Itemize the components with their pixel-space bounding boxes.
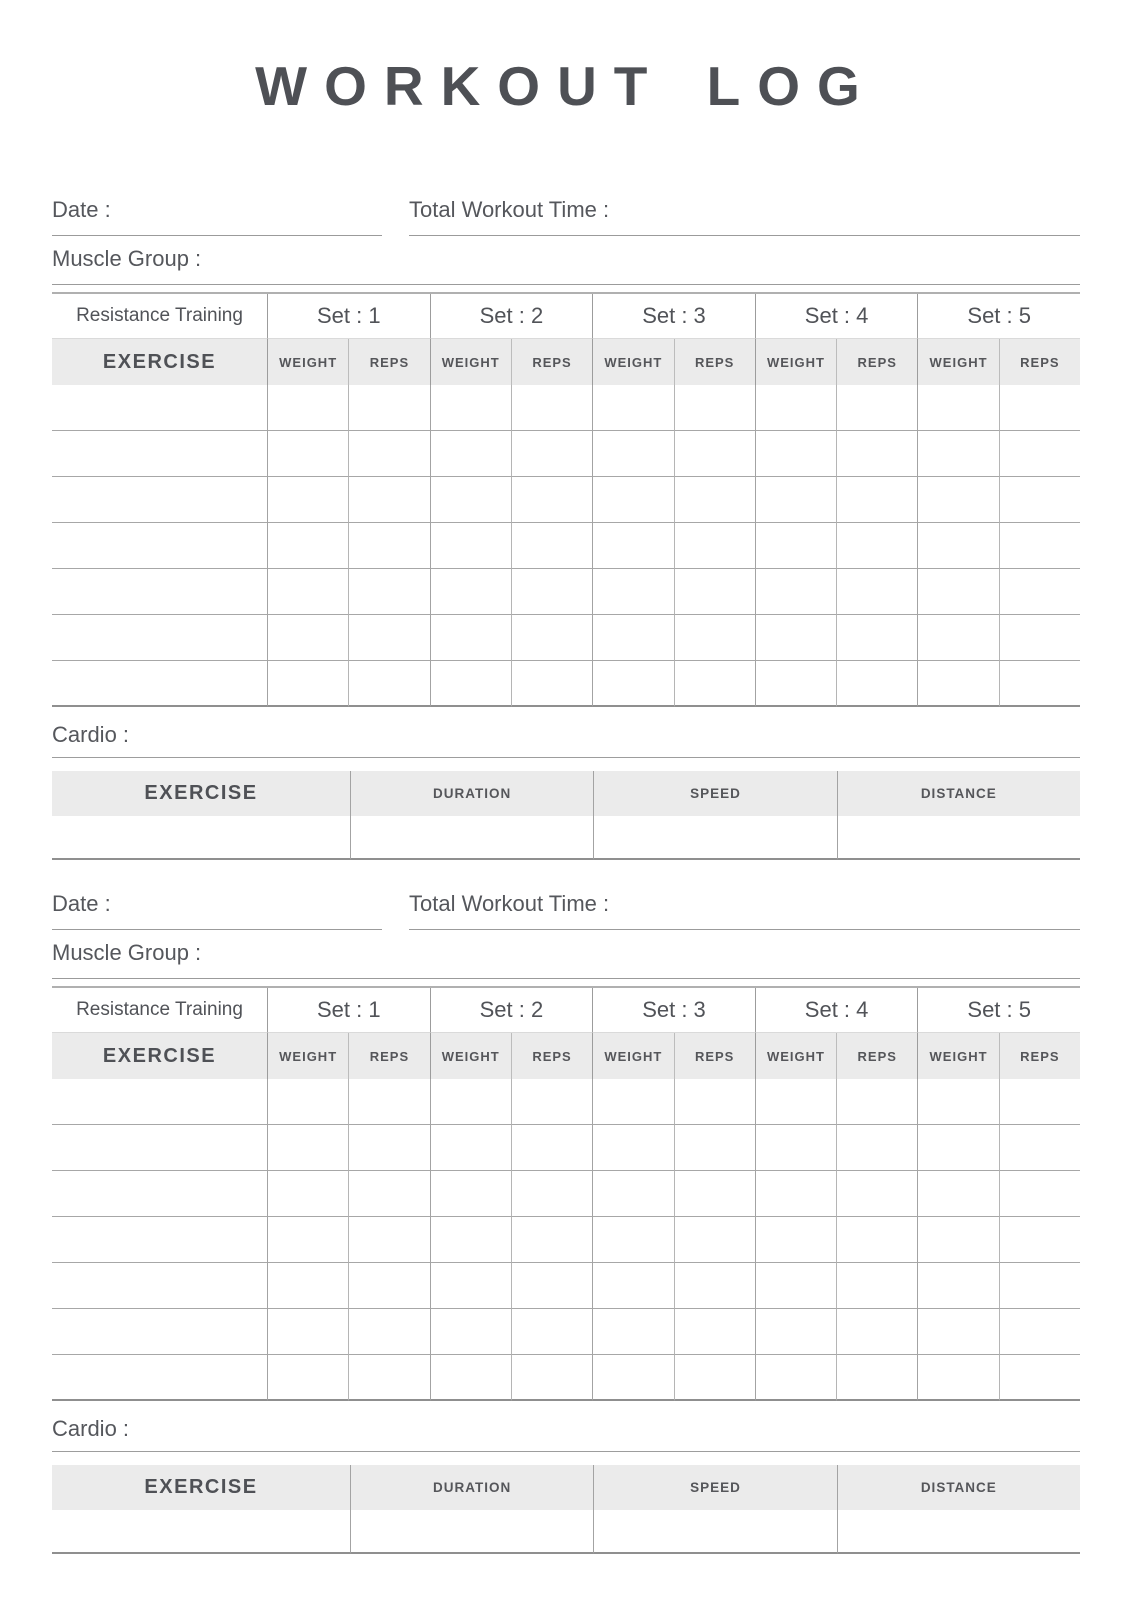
weight-cell[interactable] (592, 1079, 673, 1125)
reps-cell[interactable] (348, 431, 429, 477)
set-header-3: Set : 3 (592, 988, 755, 1033)
date-input[interactable] (119, 890, 382, 918)
exercise-cell[interactable] (52, 1171, 267, 1217)
cardio-input[interactable] (137, 1415, 1080, 1443)
weight-column-header: WEIGHT (917, 1033, 998, 1079)
weight-cell[interactable] (917, 661, 998, 707)
fields-row (52, 196, 1080, 236)
cardio-distance-cell[interactable] (837, 1510, 1080, 1554)
weight-cell[interactable] (430, 477, 511, 523)
weight-column-header: WEIGHT (267, 339, 348, 385)
weight-cell[interactable] (592, 1125, 673, 1171)
weight-cell[interactable] (430, 523, 511, 569)
cardio-speed-cell[interactable] (593, 816, 836, 860)
reps-cell[interactable] (674, 615, 755, 661)
resistance-training-label: Resistance Training (52, 294, 267, 339)
weight-cell[interactable] (267, 431, 348, 477)
exercise-column-header: EXERCISE (52, 339, 267, 385)
reps-cell[interactable] (511, 477, 592, 523)
weight-column-header: WEIGHT (917, 339, 998, 385)
weight-cell[interactable] (755, 477, 836, 523)
exercise-cell[interactable] (52, 385, 267, 431)
weight-cell[interactable] (592, 523, 673, 569)
muscle-group-field-label: Muscle Group : (52, 940, 202, 965)
reps-column-header: REPS (348, 339, 429, 385)
muscle-group-input[interactable] (209, 939, 1080, 967)
reps-cell[interactable] (836, 385, 917, 431)
weight-cell[interactable] (430, 1079, 511, 1125)
weight-cell[interactable] (755, 569, 836, 615)
reps-cell[interactable] (511, 1217, 592, 1263)
weight-column-header: WEIGHT (267, 1033, 348, 1079)
total-workout-time-input[interactable] (617, 890, 1080, 918)
muscle-group-field (52, 245, 1080, 285)
reps-cell[interactable] (348, 477, 429, 523)
cardio-duration-cell[interactable] (350, 1510, 593, 1554)
reps-cell[interactable] (836, 1079, 917, 1125)
reps-cell[interactable] (999, 661, 1080, 707)
reps-cell[interactable] (836, 477, 917, 523)
reps-cell[interactable] (674, 1263, 755, 1309)
reps-cell[interactable] (511, 661, 592, 707)
weight-cell[interactable] (430, 1309, 511, 1355)
muscle-group-field (52, 939, 1080, 979)
reps-cell[interactable] (999, 477, 1080, 523)
weight-cell[interactable] (267, 1125, 348, 1171)
exercise-cell[interactable] (52, 523, 267, 569)
weight-cell[interactable] (755, 1171, 836, 1217)
reps-cell[interactable] (511, 385, 592, 431)
reps-cell[interactable] (674, 661, 755, 707)
speed-column-header: SPEED (593, 1465, 836, 1510)
sections-root (52, 196, 1080, 1554)
weight-column-header: WEIGHT (755, 339, 836, 385)
cardio-distance-cell[interactable] (837, 816, 1080, 860)
weight-cell[interactable] (917, 1263, 998, 1309)
weight-cell[interactable] (917, 385, 998, 431)
exercise-cell[interactable] (52, 1079, 267, 1125)
weight-column-header: WEIGHT (755, 1033, 836, 1079)
reps-cell[interactable] (348, 1309, 429, 1355)
date-input[interactable] (119, 196, 382, 224)
weight-cell[interactable] (917, 1309, 998, 1355)
date-field-label: Date : (52, 197, 111, 222)
reps-cell[interactable] (674, 1355, 755, 1401)
exercise-cell[interactable] (52, 431, 267, 477)
weight-cell[interactable] (917, 1171, 998, 1217)
weight-column-header: WEIGHT (430, 1033, 511, 1079)
weight-cell[interactable] (267, 661, 348, 707)
weight-cell[interactable] (592, 1355, 673, 1401)
date-field-label: Date : (52, 891, 111, 916)
weight-cell[interactable] (267, 1355, 348, 1401)
weight-cell[interactable] (267, 477, 348, 523)
reps-cell[interactable] (348, 523, 429, 569)
date-field (52, 890, 382, 930)
weight-cell[interactable] (755, 431, 836, 477)
reps-cell[interactable] (836, 1171, 917, 1217)
fields-row (52, 890, 1080, 930)
reps-cell[interactable] (511, 523, 592, 569)
weight-cell[interactable] (592, 385, 673, 431)
reps-cell[interactable] (674, 431, 755, 477)
exercise-cell[interactable] (52, 615, 267, 661)
total-workout-time-input[interactable] (617, 196, 1080, 224)
reps-column-header: REPS (836, 339, 917, 385)
weight-cell[interactable] (430, 1263, 511, 1309)
set-header-2: Set : 2 (430, 294, 593, 339)
muscle-group-input[interactable] (209, 245, 1080, 273)
set-header-5: Set : 5 (917, 988, 1080, 1033)
reps-cell[interactable] (836, 1263, 917, 1309)
reps-cell[interactable] (999, 569, 1080, 615)
exercise-cell[interactable] (52, 569, 267, 615)
total-workout-time-field (409, 196, 1080, 236)
reps-cell[interactable] (999, 1125, 1080, 1171)
reps-cell[interactable] (674, 385, 755, 431)
reps-column-header: REPS (674, 339, 755, 385)
reps-cell[interactable] (674, 523, 755, 569)
weight-cell[interactable] (755, 1355, 836, 1401)
reps-cell[interactable] (511, 1125, 592, 1171)
weight-cell[interactable] (755, 1263, 836, 1309)
weight-cell[interactable] (917, 1079, 998, 1125)
weight-cell[interactable] (430, 1171, 511, 1217)
cardio-exercise-cell[interactable] (52, 816, 350, 860)
reps-column-header: REPS (999, 1033, 1080, 1079)
reps-cell[interactable] (348, 615, 429, 661)
weight-cell[interactable] (430, 661, 511, 707)
reps-cell[interactable] (674, 1217, 755, 1263)
weight-cell[interactable] (592, 1309, 673, 1355)
cardio-exercise-cell[interactable] (52, 1510, 350, 1554)
weight-cell[interactable] (592, 1171, 673, 1217)
reps-column-header: REPS (511, 339, 592, 385)
cardio-label: Cardio : (52, 722, 130, 747)
weight-cell[interactable] (592, 477, 673, 523)
set-header-3: Set : 3 (592, 294, 755, 339)
reps-cell[interactable] (836, 1217, 917, 1263)
weight-cell[interactable] (755, 385, 836, 431)
duration-column-header: DURATION (350, 1465, 593, 1510)
reps-cell[interactable] (999, 1217, 1080, 1263)
cardio-table (52, 771, 1080, 860)
weight-cell[interactable] (430, 615, 511, 661)
weight-column-header: WEIGHT (592, 1033, 673, 1079)
weight-cell[interactable] (917, 1355, 998, 1401)
reps-cell[interactable] (999, 1355, 1080, 1401)
weight-cell[interactable] (267, 615, 348, 661)
resistance-training-table (52, 292, 1080, 707)
weight-cell[interactable] (430, 1217, 511, 1263)
cardio-label: Cardio : (52, 1416, 130, 1441)
exercise-cell[interactable] (52, 1309, 267, 1355)
reps-cell[interactable] (348, 569, 429, 615)
weight-cell[interactable] (430, 431, 511, 477)
cardio-duration-cell[interactable] (350, 816, 593, 860)
total-workout-time-field (409, 890, 1080, 930)
weight-cell[interactable] (592, 661, 673, 707)
reps-cell[interactable] (999, 523, 1080, 569)
reps-cell[interactable] (348, 661, 429, 707)
resistance-training-table (52, 986, 1080, 1401)
total-workout-time-field-label: Total Workout Time : (409, 197, 610, 222)
reps-cell[interactable] (511, 1171, 592, 1217)
reps-cell[interactable] (836, 431, 917, 477)
weight-cell[interactable] (592, 615, 673, 661)
distance-column-header: DISTANCE (837, 771, 1080, 816)
reps-cell[interactable] (511, 1355, 592, 1401)
weight-cell[interactable] (267, 1217, 348, 1263)
weight-cell[interactable] (917, 477, 998, 523)
speed-column-header: SPEED (593, 771, 836, 816)
weight-cell[interactable] (430, 385, 511, 431)
reps-cell[interactable] (836, 1355, 917, 1401)
reps-cell[interactable] (836, 1125, 917, 1171)
exercise-column-header: EXERCISE (52, 1033, 267, 1079)
weight-cell[interactable] (755, 661, 836, 707)
weight-cell[interactable] (917, 569, 998, 615)
reps-cell[interactable] (999, 431, 1080, 477)
reps-cell[interactable] (999, 1263, 1080, 1309)
weight-cell[interactable] (755, 1125, 836, 1171)
reps-cell[interactable] (836, 615, 917, 661)
workout-section (52, 890, 1080, 1554)
reps-cell[interactable] (511, 1263, 592, 1309)
total-workout-time-field-label: Total Workout Time : (409, 891, 610, 916)
workout-section (52, 196, 1080, 860)
reps-column-header: REPS (836, 1033, 917, 1079)
reps-cell[interactable] (348, 1125, 429, 1171)
set-header-1: Set : 1 (267, 294, 430, 339)
reps-column-header: REPS (348, 1033, 429, 1079)
page-title: WORKOUT LOG (255, 55, 877, 117)
weight-cell[interactable] (430, 1355, 511, 1401)
cardio-input[interactable] (137, 721, 1080, 749)
exercise-cell[interactable] (52, 661, 267, 707)
reps-cell[interactable] (836, 523, 917, 569)
weight-cell[interactable] (755, 615, 836, 661)
weight-cell[interactable] (917, 523, 998, 569)
set-header-5: Set : 5 (917, 294, 1080, 339)
weight-cell[interactable] (917, 1125, 998, 1171)
weight-cell[interactable] (755, 523, 836, 569)
reps-cell[interactable] (674, 477, 755, 523)
reps-cell[interactable] (348, 385, 429, 431)
duration-column-header: DURATION (350, 771, 593, 816)
weight-column-header: WEIGHT (430, 339, 511, 385)
weight-column-header: WEIGHT (592, 339, 673, 385)
weight-cell[interactable] (755, 1309, 836, 1355)
date-field (52, 196, 382, 236)
reps-cell[interactable] (674, 1309, 755, 1355)
set-header-1: Set : 1 (267, 988, 430, 1033)
cardio-speed-cell[interactable] (593, 1510, 836, 1554)
weight-cell[interactable] (267, 523, 348, 569)
weight-cell[interactable] (592, 569, 673, 615)
weight-cell[interactable] (267, 385, 348, 431)
reps-column-header: REPS (511, 1033, 592, 1079)
reps-column-header: REPS (999, 339, 1080, 385)
exercise-column-header: EXERCISE (52, 771, 350, 816)
reps-cell[interactable] (348, 1263, 429, 1309)
weight-cell[interactable] (917, 615, 998, 661)
reps-cell[interactable] (674, 1079, 755, 1125)
weight-cell[interactable] (592, 431, 673, 477)
cardio-table (52, 1465, 1080, 1554)
reps-cell[interactable] (674, 569, 755, 615)
muscle-group-field-label: Muscle Group : (52, 246, 202, 271)
weight-cell[interactable] (267, 1263, 348, 1309)
exercise-cell[interactable] (52, 477, 267, 523)
weight-cell[interactable] (755, 1217, 836, 1263)
exercise-cell[interactable] (52, 1263, 267, 1309)
weight-cell[interactable] (917, 431, 998, 477)
reps-cell[interactable] (836, 569, 917, 615)
weight-cell[interactable] (755, 1079, 836, 1125)
weight-cell[interactable] (430, 1125, 511, 1171)
weight-cell[interactable] (430, 569, 511, 615)
exercise-cell[interactable] (52, 1125, 267, 1171)
exercise-column-header: EXERCISE (52, 1465, 350, 1510)
weight-cell[interactable] (917, 1217, 998, 1263)
reps-cell[interactable] (511, 431, 592, 477)
reps-cell[interactable] (348, 1217, 429, 1263)
reps-cell[interactable] (348, 1171, 429, 1217)
weight-cell[interactable] (267, 569, 348, 615)
exercise-cell[interactable] (52, 1355, 267, 1401)
reps-cell[interactable] (999, 615, 1080, 661)
reps-cell[interactable] (999, 1171, 1080, 1217)
reps-cell[interactable] (348, 1079, 429, 1125)
set-header-4: Set : 4 (755, 294, 918, 339)
reps-cell[interactable] (999, 385, 1080, 431)
exercise-cell[interactable] (52, 1217, 267, 1263)
cardio-field (52, 721, 1080, 758)
weight-cell[interactable] (267, 1171, 348, 1217)
set-header-2: Set : 2 (430, 988, 593, 1033)
reps-cell[interactable] (674, 1125, 755, 1171)
reps-cell[interactable] (511, 1309, 592, 1355)
reps-cell[interactable] (674, 1171, 755, 1217)
weight-cell[interactable] (267, 1309, 348, 1355)
weight-cell[interactable] (267, 1079, 348, 1125)
cardio-field (52, 1415, 1080, 1452)
reps-cell[interactable] (511, 1079, 592, 1125)
set-header-4: Set : 4 (755, 988, 918, 1033)
reps-cell[interactable] (348, 1355, 429, 1401)
reps-cell[interactable] (999, 1309, 1080, 1355)
reps-cell[interactable] (999, 1079, 1080, 1125)
distance-column-header: DISTANCE (837, 1465, 1080, 1510)
reps-cell[interactable] (836, 661, 917, 707)
reps-cell[interactable] (836, 1309, 917, 1355)
resistance-training-label: Resistance Training (52, 988, 267, 1033)
reps-cell[interactable] (511, 615, 592, 661)
weight-cell[interactable] (592, 1263, 673, 1309)
reps-cell[interactable] (511, 569, 592, 615)
reps-column-header: REPS (674, 1033, 755, 1079)
weight-cell[interactable] (592, 1217, 673, 1263)
